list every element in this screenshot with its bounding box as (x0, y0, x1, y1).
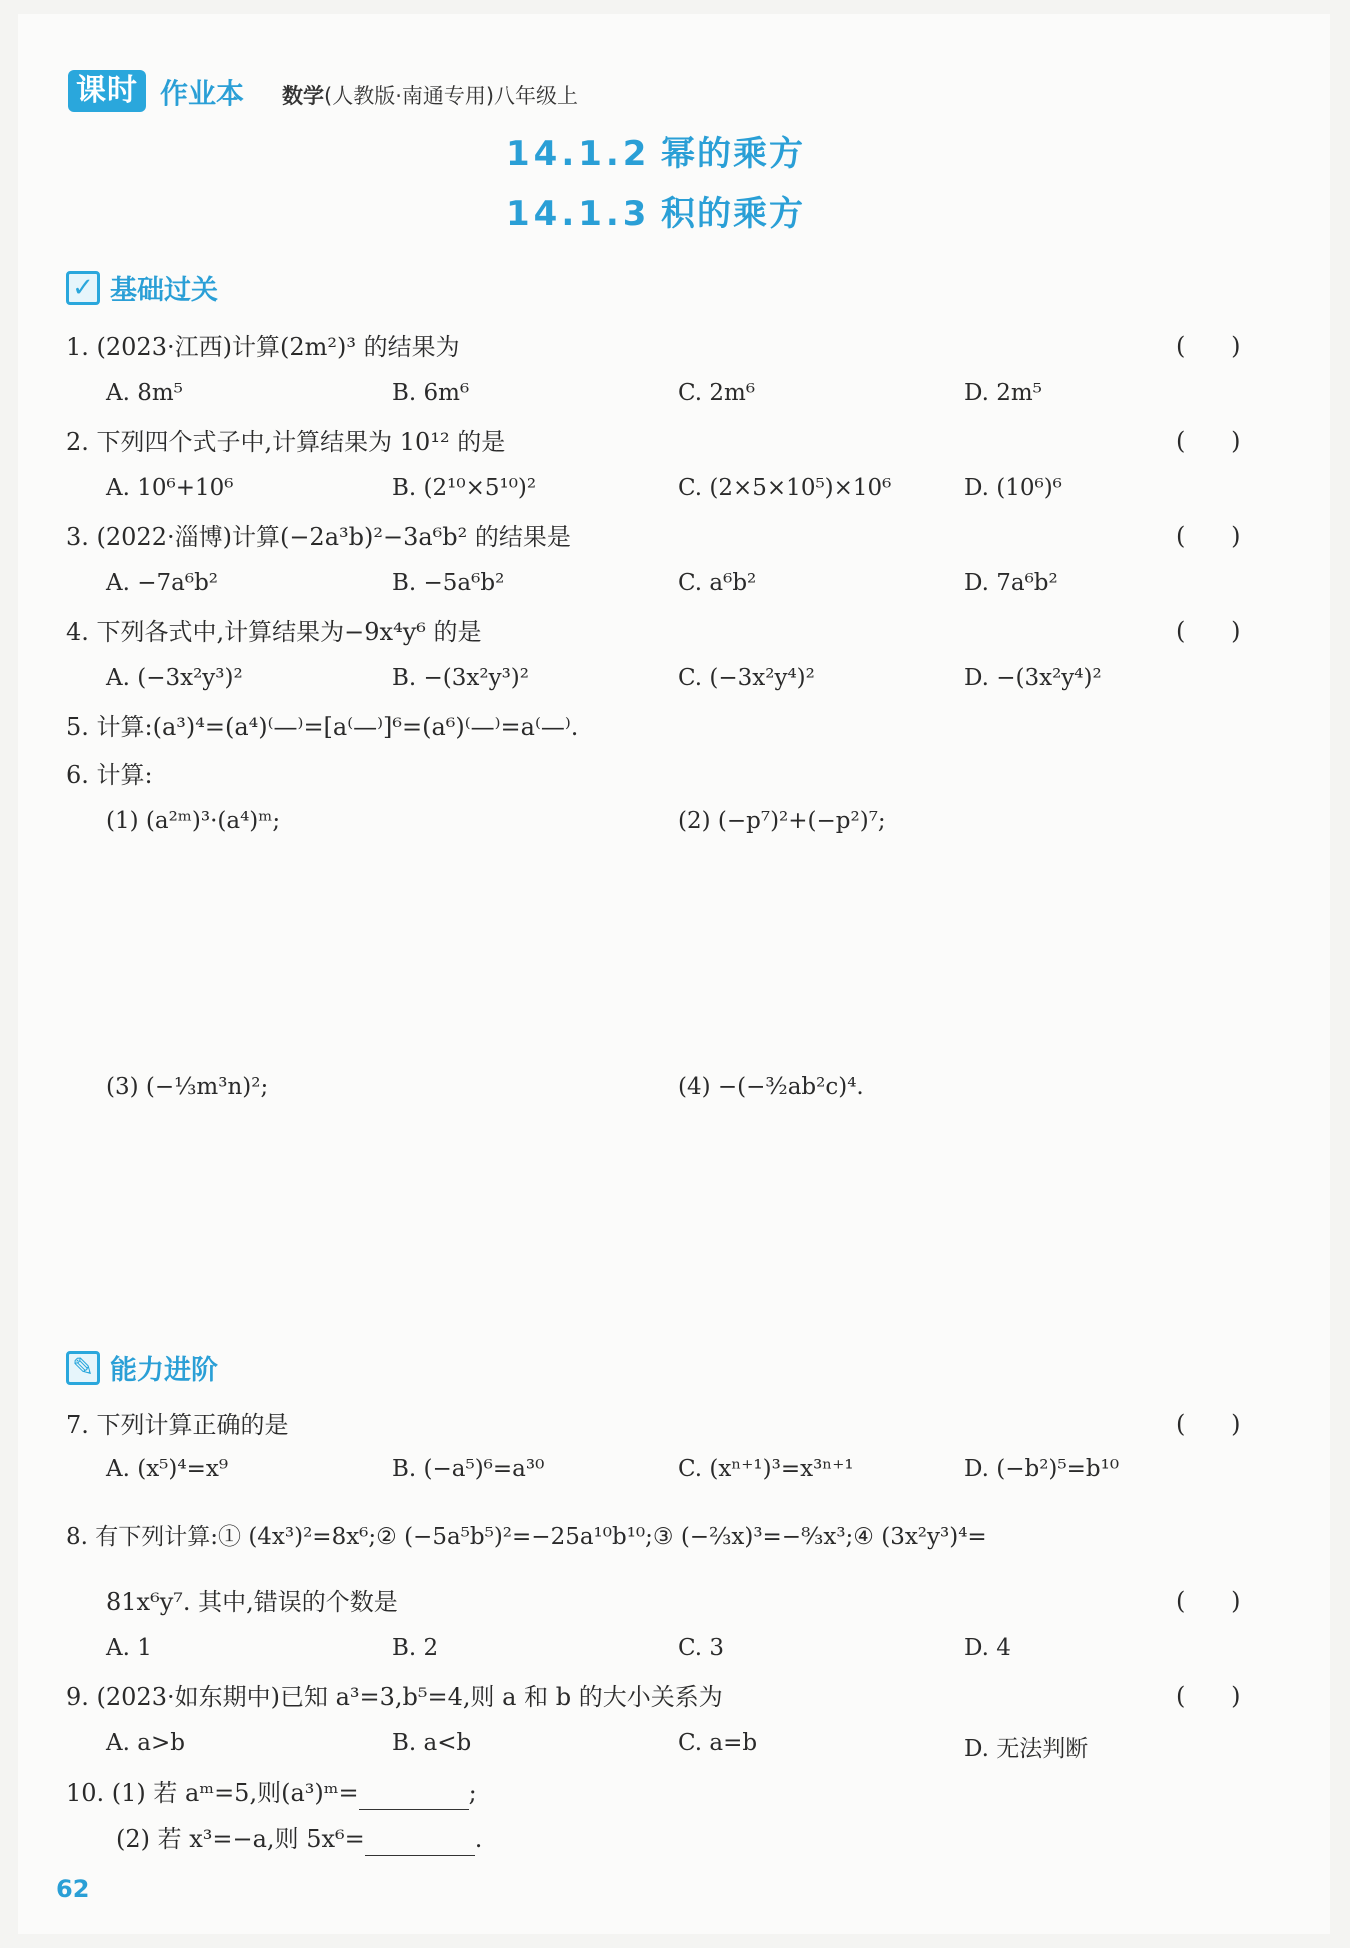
q9-option-b: B. a<b (392, 1730, 472, 1756)
q4-option-b: B. −(3x²y³)² (392, 665, 530, 691)
question-8: 8. 有下列计算:① (4x³)²=8x⁶;② (−5a⁵b⁵)²=−25a¹⁰b¹⁰;③ (−⅔x)³=−⁸⁄₃x³;④ (3x²y³)⁴= (66, 1524, 987, 1550)
question-5: 5. 计算:(a³)⁴=(a⁴)⁽—⁾=[a⁽—⁾]⁶=(a⁶)⁽—⁾=a⁽—⁾. (66, 713, 579, 741)
section-title-1: 14.1.2 幂的乘方 (506, 134, 805, 174)
q1-option-d: D. 2m⁵ (964, 380, 1042, 406)
brand-logo: 课时 (68, 70, 146, 112)
question-10-part-1: 10. (1) 若 aᵐ=5,则(a³)ᵐ= ; (66, 1776, 477, 1810)
q8-option-c: C. 3 (678, 1635, 725, 1661)
question-4: 4. 下列各式中,计算结果为−9x⁴y⁶ 的是 (66, 618, 482, 646)
answer-paren-3[interactable]: ( ) (1176, 522, 1241, 550)
q4-option-a: A. (−3x²y³)² (106, 665, 243, 691)
q9-option-a: A. a>b (106, 1730, 185, 1756)
q8-option-b: B. 2 (392, 1635, 439, 1661)
q6-part-2: (2) (−p⁷)²+(−p²)⁷; (678, 808, 886, 834)
q7-option-d: D. (−b²)⁵=b¹⁰ (964, 1456, 1120, 1482)
answer-paren-1[interactable]: ( ) (1176, 332, 1241, 360)
answer-paren-2[interactable]: ( ) (1176, 427, 1241, 455)
pencil-icon: ✎ (66, 1351, 100, 1385)
question-10-part-2: (2) 若 x³=−a,则 5x⁶= . (116, 1822, 482, 1856)
q9-option-c: C. a=b (678, 1730, 758, 1756)
section-title-2: 14.1.3 积的乘方 (506, 194, 805, 234)
checkbox-icon: ✓ (66, 271, 100, 305)
q3-option-a: A. −7a⁶b² (106, 570, 219, 596)
q2-option-c: C. (2×5×10⁵)×10⁶ (678, 475, 892, 501)
question-8-line2: 81x⁶y⁷. 其中,错误的个数是 (106, 1588, 398, 1616)
q8-option-a: A. 1 (106, 1635, 152, 1661)
question-9: 9. (2023·如东期中)已知 a³=3,b⁵=4,则 a 和 b 的大小关系为 (66, 1683, 723, 1711)
q7-option-c: C. (xⁿ⁺¹)³=x³ⁿ⁺¹ (678, 1456, 854, 1482)
q6-part-4: (4) −(−³⁄₂ab²c)⁴. (678, 1074, 864, 1100)
q1-option-a: A. 8m⁵ (106, 380, 183, 406)
brand-subject: 数学(人教版·南通专用)八年级上 (282, 84, 579, 108)
q3-option-d: D. 7a⁶b² (964, 570, 1058, 596)
q8-option-d: D. 4 (964, 1635, 1011, 1661)
question-7: 7. 下列计算正确的是 (66, 1411, 289, 1439)
page-number: 62 (56, 1875, 90, 1903)
answer-paren-8[interactable]: ( ) (1176, 1587, 1241, 1615)
q2-option-d: D. (10⁶)⁶ (964, 475, 1062, 501)
q7-option-a: A. (x⁵)⁴=x⁹ (106, 1456, 229, 1482)
question-3: 3. (2022·淄博)计算(−2a³b)²−3a⁶b² 的结果是 (66, 523, 571, 551)
answer-paren-4[interactable]: ( ) (1176, 617, 1241, 645)
q3-option-b: B. −5a⁶b² (392, 570, 505, 596)
q4-option-d: D. −(3x²y⁴)² (964, 665, 1102, 691)
answer-paren-9[interactable]: ( ) (1176, 1682, 1241, 1710)
answer-blank-10-1[interactable] (359, 1785, 469, 1810)
q2-option-b: B. (2¹⁰×5¹⁰)² (392, 475, 537, 501)
question-2: 2. 下列四个式子中,计算结果为 10¹² 的是 (66, 428, 506, 456)
section-advanced: ✎ 能力进阶 (66, 1348, 218, 1387)
section-basic: ✓ 基础过关 (66, 268, 218, 307)
q9-option-d: D. 无法判断 (964, 1736, 1089, 1762)
question-6: 6. 计算: (66, 761, 153, 789)
q1-option-b: B. 6m⁶ (392, 380, 470, 406)
q3-option-c: C. a⁶b² (678, 570, 757, 596)
q4-option-c: C. (−3x²y⁴)² (678, 665, 815, 691)
q6-part-3: (3) (−⅓m³n)²; (106, 1074, 269, 1100)
brand-name: 作业本 (160, 77, 245, 110)
q6-part-1: (1) (a²ᵐ)³·(a⁴)ᵐ; (106, 808, 281, 834)
answer-paren-7[interactable]: ( ) (1176, 1410, 1241, 1438)
q1-option-c: C. 2m⁶ (678, 380, 756, 406)
q2-option-a: A. 10⁶+10⁶ (106, 475, 234, 501)
answer-blank-10-2[interactable] (365, 1831, 475, 1856)
q7-option-b: B. (−a⁵)⁶=a³⁰ (392, 1456, 545, 1482)
question-1: 1. (2023·江西)计算(2m²)³ 的结果为 (66, 333, 460, 361)
